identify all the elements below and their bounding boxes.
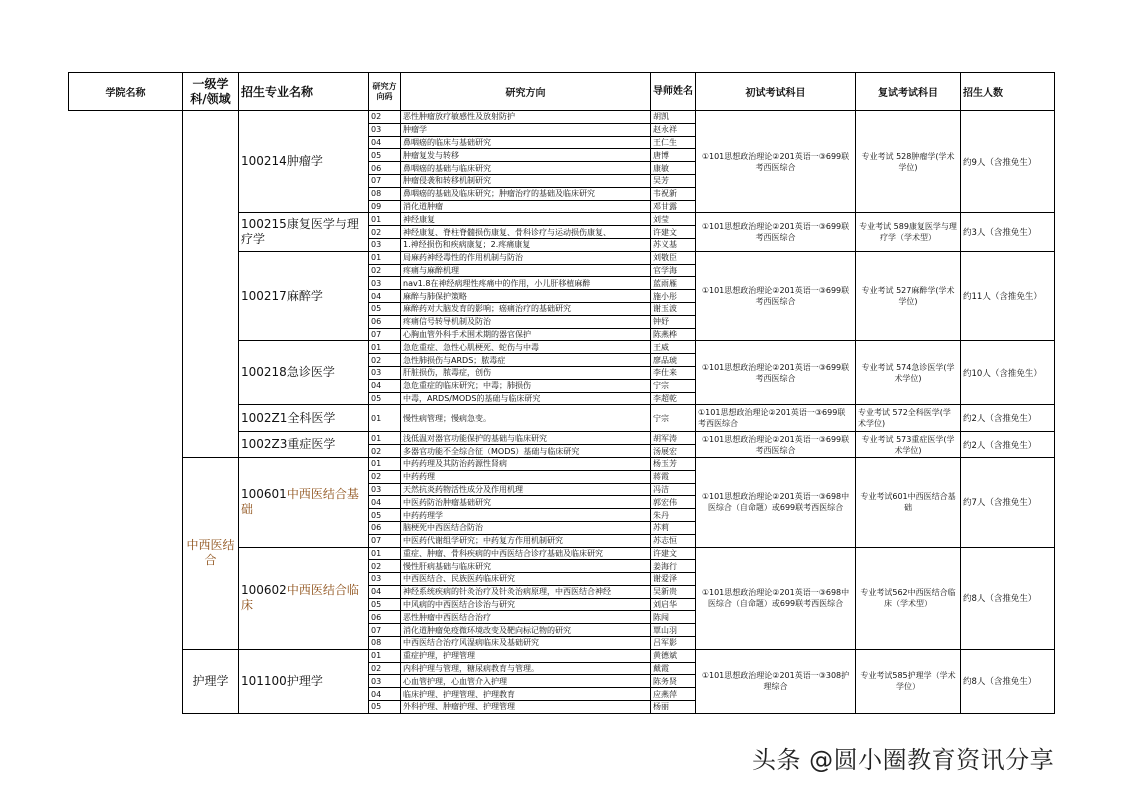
research-direction: 中西医结合、民族医药临床研究 [401,573,651,586]
retest-subjects: 专业考试 589康复医学与理疗学（学术型） [856,213,961,251]
direction-code: 05 [369,598,401,611]
direction-code: 02 [369,445,401,458]
teacher-name: 韦祝新 [651,187,696,200]
research-direction: 中医药代谢组学研究；中药复方作用机制研究 [401,534,651,547]
research-direction: 肿瘤侵袭和转移机制研究 [401,174,651,187]
direction-code: 04 [369,496,401,509]
prelim-subjects: ①101思想政治理论②201英语一③308护理综合 [696,649,856,713]
teacher-name: 施小彤 [651,290,696,303]
retest-subjects: 专业考试 573重症医学(学术学位) [856,432,961,458]
header-college: 学院名称 [69,73,183,111]
direction-code: 03 [369,366,401,379]
research-direction: 肿瘤复发与转移 [401,149,651,162]
research-direction: 内科护理与管理，糖尿病教育与管理。 [401,662,651,675]
direction-code: 05 [369,149,401,162]
research-direction: 中药药理及其防治药源性肾病 [401,457,651,470]
direction-code: 05 [369,701,401,714]
teacher-name: 赵永祥 [651,123,696,136]
major-name: 全科医学 [287,410,336,425]
research-direction: 中毒，ARDS/MODS的基础与临床研究 [401,392,651,405]
direction-code: 03 [369,573,401,586]
teacher-name: 谢爱泽 [651,573,696,586]
direction-code: 03 [369,483,401,496]
research-direction: 急危重症、急性心肌梗死、蛇伤与中毒 [401,341,651,354]
teacher-name: 吕军影 [651,637,696,650]
major-name-cell [239,405,369,432]
major-name-cell [239,111,369,213]
discipline-cell: 中西医结合 [183,457,239,649]
major-code: 100215 [241,217,287,232]
header-teacher: 导师姓名 [651,73,696,111]
research-direction: 鼻咽癌的基础及临床研究；肿瘤治疗的基础及临床研究 [401,187,651,200]
enrollment-count: 约11人（含推免生） [961,251,1055,341]
direction-code: 01 [369,251,401,264]
header-count: 招生人数 [961,73,1055,111]
major-name-cell [239,213,369,251]
enrollment-count: 约2人（含推免生） [961,432,1055,458]
major-name-cell [239,547,369,649]
major-name: 中西医结合基础 [241,487,359,517]
major-name: 急诊医学 [286,365,335,380]
watermark: 头条 @圆小圈教育资讯分享 [752,746,1055,774]
research-direction: 外科护理、肿瘤护理、护理管理 [401,701,651,714]
teacher-name: 廖品琥 [651,354,696,367]
enrollment-count: 约10人（含推免生） [961,341,1055,405]
prelim-subjects: ①101思想政治理论②201英语一③699联考西医综合 [696,111,856,213]
teacher-name: 刘启华 [651,598,696,611]
major-code: 1002Z3 [241,437,288,452]
retest-subjects: 专业考试562中西医结合临床（学术型） [856,547,961,649]
research-direction: 心胸血管外科手术围术期的器官保护 [401,328,651,341]
direction-code: 01 [369,341,401,354]
direction-code: 06 [369,611,401,624]
major-name: 肿瘤学 [286,154,323,169]
enrollment-count: 约3人（含推免生） [961,213,1055,251]
teacher-name: 蓝雨雁 [651,277,696,290]
direction-code: 05 [369,302,401,315]
direction-code: 02 [369,354,401,367]
research-direction: 心血管护理，心血管介入护理 [401,675,651,688]
direction-code: 02 [369,264,401,277]
teacher-name: 李超乾 [651,392,696,405]
header-row [69,73,1055,111]
research-direction: 恶性肿瘤放疗敏感性及放射防护 [401,111,651,124]
table-body [69,111,1055,714]
research-direction: 中风病的中西医结合诊治与研究 [401,598,651,611]
header-discipline: 一级学科/领域 [183,73,239,111]
teacher-name: 杨玉芳 [651,457,696,470]
major-code: 100218 [241,365,287,380]
teacher-name: 邓甘露 [651,200,696,213]
major-name: 康复医学与理疗学 [241,217,359,247]
direction-code: 09 [369,200,401,213]
major-code: 101100 [241,673,287,688]
direction-code: 08 [369,637,401,650]
teacher-name: 刘莹 [651,213,696,226]
teacher-name: 钟妤 [651,315,696,328]
research-direction: 天然抗炎药物活性成分及作用机理 [401,483,651,496]
teacher-name: 陈务贤 [651,675,696,688]
major-name: 中西医结合临床 [241,583,359,613]
research-direction: 鼻咽癌的基础与临床研究 [401,162,651,175]
major-name: 重症医学 [287,437,336,452]
teacher-name: 陈燕桦 [651,328,696,341]
research-direction: 恶性肿瘤中西医结合治疗 [401,611,651,624]
direction-code: 03 [369,675,401,688]
college-cell [69,111,183,714]
direction-code: 04 [369,585,401,598]
enrollment-count: 约8人（含推免生） [961,547,1055,649]
direction-code: 06 [369,521,401,534]
research-direction: 重症、肿瘤、骨科疾病的中西医结合诊疗基础及临床研究 [401,547,651,560]
research-direction: 中西医结合治疗风湿病临床及基础研究 [401,637,651,650]
research-direction: 神经康复 [401,213,651,226]
table-row [69,649,1055,662]
research-direction: 多器官功能不全综合征（MODS）基础与临床研究 [401,445,651,458]
enrollment-count: 约8人（含推免生） [961,649,1055,713]
research-direction: 急危重症的临床研究；中毒；肺损伤 [401,379,651,392]
header-code: 研究方向码 [369,73,401,111]
research-direction: 肝脏损伤，脓毒症，创伤 [401,366,651,379]
research-direction: 脑梗死中西医结合防治 [401,521,651,534]
major-name-cell [239,341,369,405]
major-code: 100214 [241,154,287,169]
teacher-name: 刘敬臣 [651,251,696,264]
teacher-name: 胡凯 [651,111,696,124]
major-name: 护理学 [286,673,323,688]
research-direction: 消化道肿瘤 [401,200,651,213]
enrollment-count: 约2人（含推免生） [961,405,1055,432]
teacher-name: 宁宗 [651,379,696,392]
direction-code: 07 [369,624,401,637]
research-direction: 中药药理学 [401,509,651,522]
teacher-name: 王威 [651,341,696,354]
teacher-name: 许建文 [651,547,696,560]
teacher-name: 姜海行 [651,560,696,573]
teacher-name: 汤展宏 [651,445,696,458]
research-direction: 中药药理 [401,470,651,483]
direction-code: 01 [369,432,401,445]
direction-code: 02 [369,111,401,124]
teacher-name: 朱丹 [651,509,696,522]
direction-code: 03 [369,238,401,251]
direction-code: 02 [369,560,401,573]
teacher-name: 戴霞 [651,662,696,675]
major-name-cell [239,649,369,713]
prelim-subjects: ①101思想政治理论②201英语一③699联考西医综合 [696,432,856,458]
major-name-cell [239,457,369,547]
teacher-name: 宁宗 [651,405,696,432]
direction-code: 02 [369,662,401,675]
research-direction: 1.神经损伤和疾病康复；2.疼痛康复 [401,238,651,251]
direction-code: 08 [369,187,401,200]
research-direction: 疼痛与麻醉机理 [401,264,651,277]
header-retest: 复试考试科目 [856,73,961,111]
direction-code: 01 [369,457,401,470]
research-direction: 慢性肝病基础与临床研究 [401,560,651,573]
retest-subjects: 专业考试 572全科医学(学术学位) [856,405,961,432]
retest-subjects: 专业考试585护理学（学术学位） [856,649,961,713]
major-code: 100217 [241,288,287,303]
research-direction: 慢性病管理；慢病急变。 [401,405,651,432]
research-direction: 鼻咽癌的临床与基础研究 [401,136,651,149]
direction-code: 06 [369,162,401,175]
major-code: 100602 [241,583,287,598]
research-direction: 重症护理，护理管理 [401,649,651,662]
major-code: 1002Z1 [241,410,288,425]
major-code: 100601 [241,487,287,502]
teacher-name: 唐博 [651,149,696,162]
direction-code: 06 [369,315,401,328]
teacher-name: 蒋霞 [651,470,696,483]
research-direction: 浅低温对器官功能保护的基础与临床研究 [401,432,651,445]
teacher-name: 苏莉 [651,521,696,534]
teacher-name: 康敏 [651,162,696,175]
direction-code: 07 [369,174,401,187]
enrollment-count: 约9人（含推免生） [961,111,1055,213]
direction-code: 04 [369,379,401,392]
prelim-subjects: ①101思想政治理论②201英语一③699联考西医综合 [696,213,856,251]
prelim-subjects: ①101思想政治理论②201英语一③698中医综合（自命题）或699联考西医综合 [696,457,856,547]
prelim-subjects: ①101思想政治理论②201英语一③698中医综合（自命题）或699联考西医综合 [696,547,856,649]
teacher-name: 苏义基 [651,238,696,251]
research-direction: 局麻药神经毒性的作用机制与防治 [401,251,651,264]
direction-code: 02 [369,226,401,239]
retest-subjects: 专业考试 527麻醉学(学术学位) [856,251,961,341]
teacher-name: 应燕萍 [651,688,696,701]
direction-code: 04 [369,136,401,149]
prelim-subjects: ①101思想政治理论②201英语一③699联考西医综合 [696,341,856,405]
teacher-name: 覃山羽 [651,624,696,637]
direction-code: 05 [369,392,401,405]
direction-code: 04 [369,688,401,701]
teacher-name: 许建文 [651,226,696,239]
major-name-cell [239,251,369,341]
retest-subjects: 专业考试 574急诊医学(学术学位) [856,341,961,405]
major-name: 麻醉学 [286,288,323,303]
research-direction: 神经系统疾病的针灸治疗及针灸治病原理，中西医结合神经 [401,585,651,598]
table-row [69,457,1055,470]
research-direction: 临床护理、护理管理、护理教育 [401,688,651,701]
teacher-name: 胡军涛 [651,432,696,445]
direction-code: 03 [369,277,401,290]
retest-subjects: 专业考试601中西医结合基础 [856,457,961,547]
research-direction: 中医药防治肿瘤基础研究 [401,496,651,509]
enrollment-count: 约7人（含推免生） [961,457,1055,547]
research-direction: nav1.8在神经病理性疼痛中的作用，小儿肝移植麻醉 [401,277,651,290]
prelim-subjects: ①101思想政治理论②201英语一③699联考西医综合 [696,405,856,432]
teacher-name: 王仁生 [651,136,696,149]
direction-code: 01 [369,213,401,226]
teacher-name: 郭宏伟 [651,496,696,509]
teacher-name: 谢玉波 [651,302,696,315]
teacher-name: 吴新贵 [651,585,696,598]
direction-code: 03 [369,123,401,136]
prelim-subjects: ①101思想政治理论②201英语一③699联考西医综合 [696,251,856,341]
major-name-cell [239,432,369,458]
research-direction: 麻醉药对大脑发育的影响；癌痛治疗的基础研究 [401,302,651,315]
research-direction: 消化道肿瘤免疫微环境改变及靶向标记物的研究 [401,624,651,637]
retest-subjects: 专业考试 528肿瘤学(学术学位) [856,111,961,213]
direction-code: 07 [369,534,401,547]
discipline-cell: 护理学 [183,649,239,713]
table-row [69,111,1055,124]
research-direction: 疼痛信号转导机制及防治 [401,315,651,328]
research-direction: 麻醉与肺保护策略 [401,290,651,303]
research-direction: 急性肺损伤与ARDS；脓毒症 [401,354,651,367]
research-direction: 神经康复、脊柱脊髓损伤康复、骨科诊疗与运动损伤康复、 [401,226,651,239]
teacher-name: 吴芳 [651,174,696,187]
header-prelim: 初试考试科目 [696,73,856,111]
direction-code: 07 [369,328,401,341]
direction-code: 05 [369,509,401,522]
header-major: 招生专业名称 [239,73,369,111]
teacher-name: 官学海 [651,264,696,277]
teacher-name: 李仕来 [651,366,696,379]
research-direction: 肿瘤学 [401,123,651,136]
discipline-cell [183,111,239,458]
enrollment-table [68,72,1055,714]
direction-code: 02 [369,470,401,483]
direction-code: 01 [369,405,401,432]
teacher-name: 苏志恒 [651,534,696,547]
direction-code: 04 [369,290,401,303]
teacher-name: 冯洁 [651,483,696,496]
direction-code: 01 [369,547,401,560]
teacher-name: 杨丽 [651,701,696,714]
direction-code: 01 [369,649,401,662]
teacher-name: 陈闯 [651,611,696,624]
teacher-name: 黄德斌 [651,649,696,662]
header-direction: 研究方向 [401,73,651,111]
